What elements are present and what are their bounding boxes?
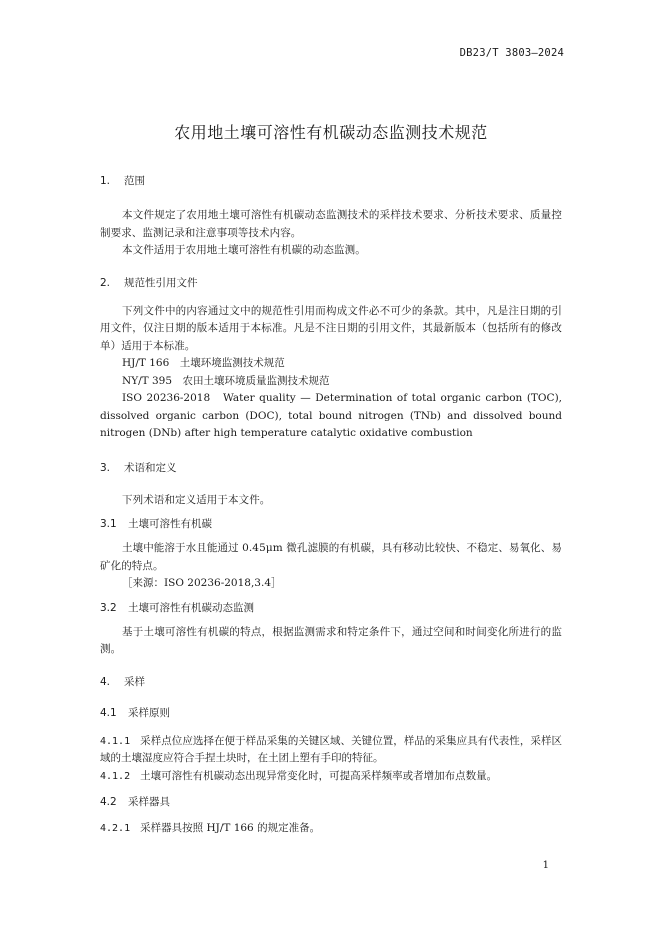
document-body [100,170,562,838]
subsection-number: 3.2 [100,601,117,614]
standard-code: DB23/T 3803—2024 [459,47,564,59]
section-title: 规范性引用文件 [124,276,198,289]
clause-text: 土壤可溶性有机碳动态出现异常变化时，可提高采样频率或者增加布点数量。 [140,769,498,782]
section-title: 范围 [124,175,145,187]
clause-number: 4.1.1 [100,735,131,747]
source-note: ［来源：ISO 20236-2018,3.4］ [122,577,282,589]
clause-4-1-2 [100,768,562,786]
clause-number: 4.2.1 [100,823,131,834]
clause-text: 采样器具按照 HJ/T 166 的规定准备。 [140,822,321,834]
section-2-heading [100,276,562,291]
section-number: 3. [100,461,111,474]
section-number: 2. [100,276,111,289]
clause-4-1-1 [100,733,562,768]
section-title: 术语和定义 [124,461,177,474]
subsection-number: 4.1 [100,706,117,719]
section-number: 1. [100,175,111,187]
paragraph: 土壤中能溶于水且能通过 0.45μm 微孔滤膜的有机碳，具有移动比较快、不稳定、易氧化、易矿化的特点。 [100,542,562,572]
paragraph: 下列文件中的内容通过文中的规范性引用而构成文件必不可少的条款。其中，凡是注日期的引用文件，仅注日期的版本适用于本标准。凡是不注日期的引用文件，其最新版本（包括所有的修改单）适用于本标准。 [100,304,562,352]
subsection-title: 采样原则 [128,706,170,719]
paragraph: 下列术语和定义适用于本文件。 [122,493,271,506]
subsection-number: 3.1 [100,518,117,530]
subsection-4-1-heading [100,706,562,721]
section-number: 4. [100,675,111,688]
subsection-3-1-heading [100,517,562,532]
paragraph: 本文件规定了农用地土壤可溶性有机碳动态监测技术的采样技术要求、分析技术要求、质量控制要求、监测记录和注意事项等技术内容。 [100,209,562,239]
subsection-title: 采样器具 [128,796,170,808]
subsection-4-2-heading [100,795,562,810]
clause-number: 4.1.2 [100,770,131,782]
page-number: 1 [542,860,549,871]
subsection-title: 土壤可溶性有机碳动态监测 [128,601,254,614]
section-title: 采样 [124,675,145,688]
paragraph: 基于土壤可溶性有机碳的特点，根据监测需求和特定条件下，通过空间和时间变化所进行的监测。 [100,625,562,655]
paragraph: 本文件适用于农用地土壤可溶性有机碳的动态监测。 [122,244,366,256]
subsection-3-2-heading [100,601,562,616]
subsection-title: 土壤可溶性有机碳 [128,518,212,530]
reference-item: NY/T 395 农田土壤环境质量监测技术规范 [122,374,330,387]
subsection-number: 4.2 [100,796,117,808]
document-title: 农用地土壤可溶性有机碳动态监测技术规范 [174,123,488,142]
section-4-heading [100,675,562,690]
clause-text: 采样点位应选择在便于样品采集的关键区域、关键位置，样品的采集应具有代表性，采样区域的土壤湿度应符合手捏土块时，在土团上塑有手印的特征。 [100,734,562,764]
reference-item: ISO 20236-2018 Water quality — Determination of total organic carbon (TOC), dissolved organic carbon (DOC), total bound nitrogen (TNb) and dissolved bound nitrogen (DNb) after high temperature catalytic oxidative combustion [100,392,562,439]
clause-4-2-1 [100,820,562,838]
section-1-heading [100,174,562,189]
reference-item: HJ/T 166 土壤环境监测技术规范 [122,357,285,369]
section-3-heading [100,461,562,476]
